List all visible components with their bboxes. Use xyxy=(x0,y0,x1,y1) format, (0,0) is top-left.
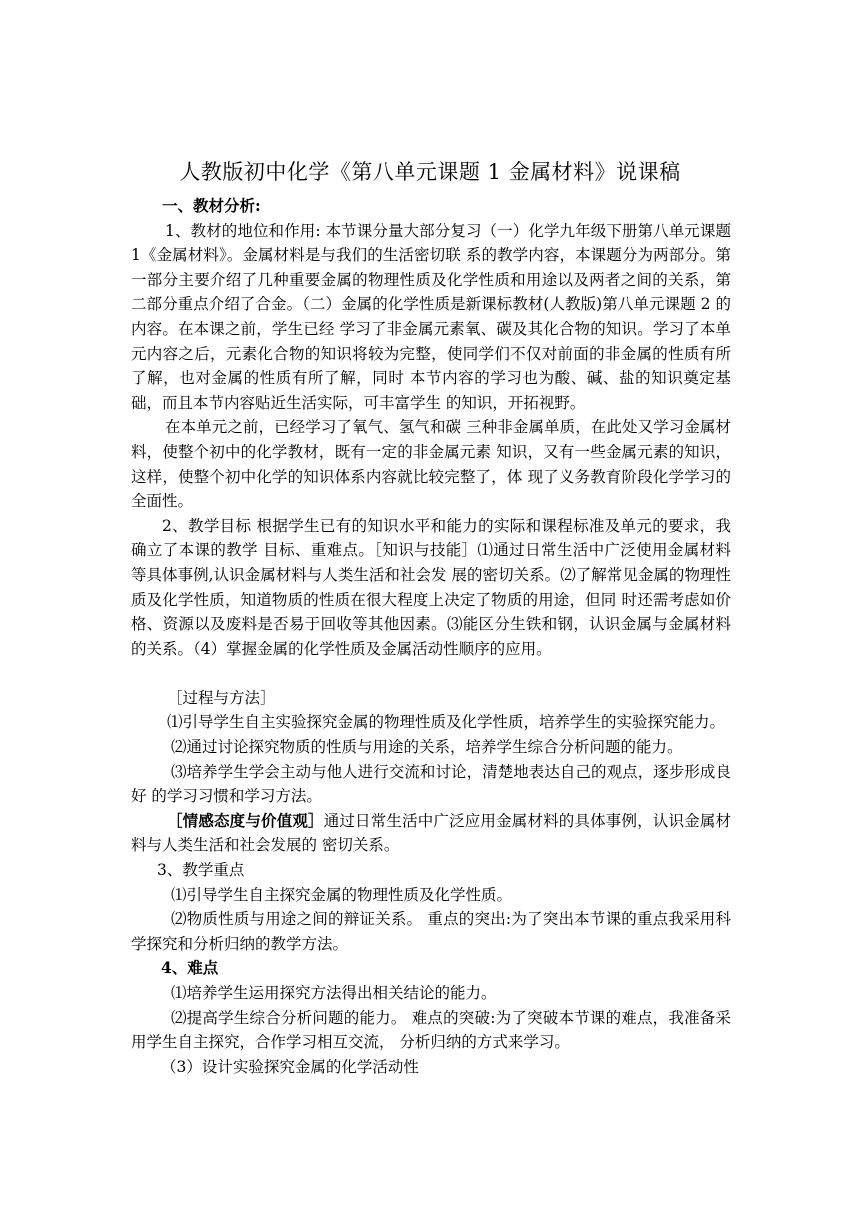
process-item-1: ⑴引导学生自主实验探究金属的物理性质及化学性质，培养学生的实验探究能力。 xyxy=(167,713,726,732)
difficulty-item-3: （3）设计实验探究金属的化学活动性 xyxy=(161,1057,419,1076)
paragraph-prior-knowledge: 在本单元之前，已经学习了氧气、氢气和碳 三种非金属单质，在此处又学习金属材料，使整个初中的化学教材，既有一定的非金属元素 知识，又有一些金属元素的知识，这样，使整个初中化学的知识体系内容就比较完整了，体 现了义务教育阶段化学学习的全面性。 xyxy=(131,418,731,511)
difficulty-item-2: ⑵提高学生综合分析问题的能力。 难点的突破:为了突破本节课的难点，我准备采用学生自主探究，合作学习相互交流， 分析归纳的方式来学习。 xyxy=(131,1008,731,1052)
blank-line xyxy=(131,661,731,686)
document-title: 人教版初中化学《第八单元课题 1 金属材料》说课稿 xyxy=(179,160,681,184)
focus-item-1: ⑴引导学生自主探究金属的物理性质及化学性质。 xyxy=(171,885,513,904)
paragraph-emotion-values xyxy=(131,809,731,858)
process-item-3: ⑶培养学生学会主动与他人进行交流和讨论，清楚地表达自己的观点，逐步形成良好 的学习习惯和学习方法。 xyxy=(131,762,731,806)
heading-difficulty: 4、难点 xyxy=(161,958,219,978)
document-body xyxy=(131,194,731,1079)
paragraph-position-and-role: 1、教材的地位和作用: 本节课分量大部分复习（一）化学九年级下册第八单元课题 1《金属材料》。金属材料是与我们的生活密切联 系的教学内容，本课题分为两部分。第一部分主要介绍了几种重要金属的物理性质及化学性质和用途以及两者之间的关系，第二部分重点介绍了合金。（二）金属的化学性质是新课标教材(人教版)第八单元课题 2 的内容。在本课之前，学生已经 学习了非金属元素氧、碳及其化合物的知识。学习了本单元内容之后，元素化合物的知识将较为完整，使同学们不仅对前面的非金属的性质有所了解，也对金属的性质有所了解，同时 本节内容的学习也为酸、碱、盐的知识奠定基础，而且本节内容贴近生活实际，可丰富学生 的知识，开拓视野。 xyxy=(131,221,731,412)
process-item-2: ⑵通过讨论探究物质的性质与用途的关系，培养学生综合分析问题的能力。 xyxy=(171,738,683,757)
heading-process-and-method: ［过程与方法］ xyxy=(167,688,276,707)
difficulty-item-1: ⑴培养学生运用探究方法得出相关结论的能力。 xyxy=(171,984,497,1002)
focus-item-2: ⑵物质性质与用途之间的辩证关系。 重点的突出:为了突出本节课的重点我采用科学探究和分析归纳的教学方法。 xyxy=(131,910,731,953)
section-heading-textbook-analysis: 一、教材分析: xyxy=(162,196,261,215)
emotion-values-text: 通过日常生活中广泛应用金属材料的具体事例，认识金属材料与人类生活和社会发展的 密切关系。 xyxy=(131,811,731,855)
paragraph-teaching-objectives: 2、教学目标 根据学生已有的知识水平和能力的实际和课程标准及单元的要求，我确立了本课的教学 目标、重难点。［知识与技能］⑴通过日常生活中广泛使用金属材料等具体事例,认识金属材料与人类生活和社会发 展的密切关系。⑵了解常见金属的物理性质及化学性质，知道物质的性质在很大程度上决定了物质的用途，但同 时还需考虑如价格、资源以及废料是否易于回收等其他因素。⑶能区分生铁和钢，认识金属与金属材料的关系。（4）掌握金属的化学性质及金属活动性顺序的应用。 xyxy=(131,516,731,658)
heading-teaching-focus: 3、教学重点 xyxy=(157,861,245,880)
heading-emotion-values: ［情感态度与价值观］ xyxy=(167,810,324,830)
